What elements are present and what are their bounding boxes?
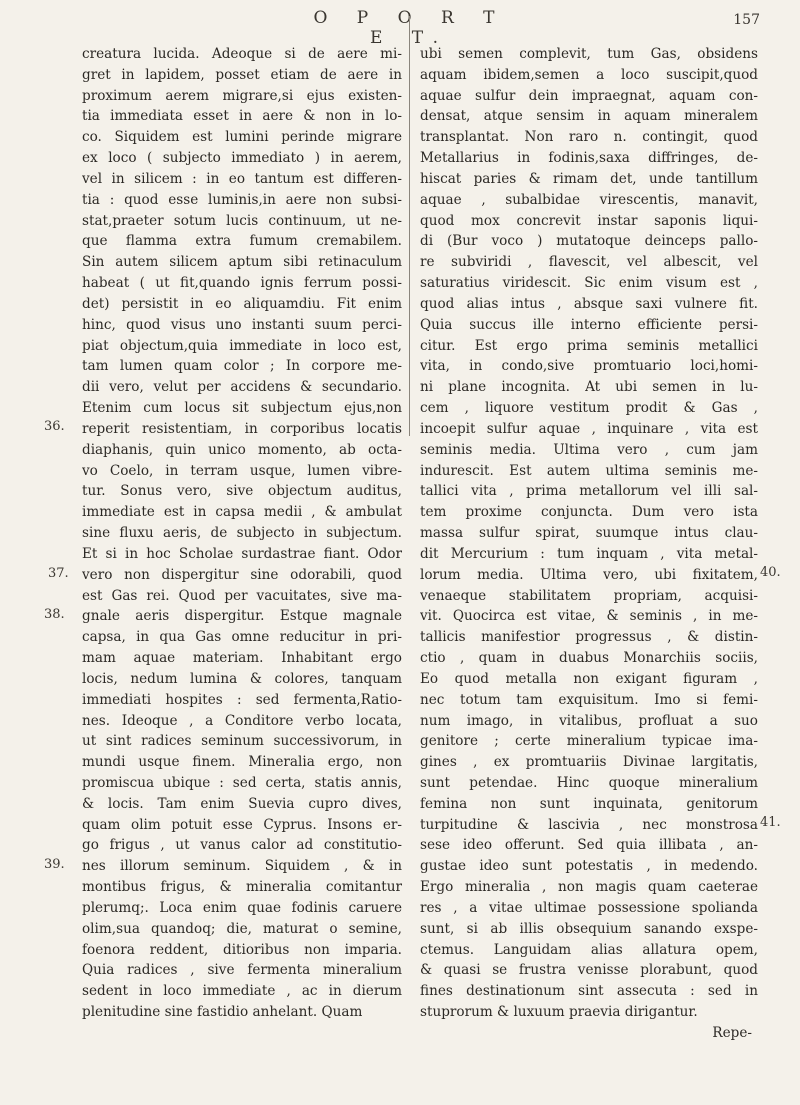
right_column-line: vita, in condo,sive promtuario loci,homi-	[420, 358, 758, 375]
right_column-line: res , a vitae ultimae possessione spolianda	[420, 899, 758, 916]
right_column-line: aquae , subalbidae virescentis, manavit,	[420, 191, 758, 208]
left_column-line: gnale aeris dispergitur. Estque magnale	[82, 608, 402, 625]
right_column-line: fines destinationum sint assecuta : sed in	[420, 983, 758, 1000]
column-divider	[409, 16, 410, 436]
margin-note-37: 37.	[48, 566, 69, 581]
right_column-line: seminis media. Ultima vero , cum jam	[420, 441, 758, 458]
right_column-line: citur. Est ergo prima seminis metallici	[420, 337, 758, 354]
page-header	[0, 0, 800, 48]
left-text-column	[82, 44, 402, 1023]
right_column-line: sese ideo offerunt. Sed quia illibata , an-	[420, 837, 758, 854]
right-text-column	[420, 44, 758, 1044]
left_column-line: locis, nedum lumina & colores, tanquam	[82, 670, 402, 687]
left_column-line: Sin autem silicem aptum sibi retinaculum	[82, 254, 402, 271]
left_column-line: tia : quod esse luminis,in aere non subsi-	[82, 191, 402, 208]
right_column-line: aquae sulfur dein impraegnat, aquam con-	[420, 87, 758, 104]
left_column-line: foenora reddent, ditioribus non imparia.	[82, 941, 402, 958]
right_column-line: hiscat paries & rimam det, unde tantillum	[420, 170, 758, 187]
margin-note-40: 40.	[760, 565, 781, 580]
right_column-line: lorum media. Ultima vero, ubi fixitatem,	[420, 566, 758, 583]
right_column-line: Quia succus ille interno efficiente persi-	[420, 316, 758, 333]
right_column-line: ctio , quam in duabus Monarchiis sociis,	[420, 650, 758, 667]
right_column-line: gines , ex promtuariis Divinae largitatis,	[420, 754, 758, 771]
left_column-line: stat,praeter sotum lucis continuum, ut ne-	[82, 212, 402, 229]
right_column-line: ni plane incognita. At ubi semen in lu-	[420, 379, 758, 396]
margin-note-39: 39.	[44, 857, 65, 872]
margin-note-41: 41.	[760, 815, 781, 830]
right_column-line: incoepit sulfur aquae , inquinare , vita est	[420, 420, 758, 437]
left_column-line: Et si in hoc Scholae surdastrae fiant. Odor	[82, 545, 402, 562]
left_column-line: capsa, in qua Gas omne reducitur in pri-	[82, 629, 402, 646]
right_column-line: massa sulfur spirat, suumque intus clau-	[420, 525, 758, 542]
left_column-line: co. Siquidem est lumini perinde migrare	[82, 129, 402, 146]
left_column-line: montibus frigus, & mineralia comitantur	[82, 879, 402, 896]
left_column-line: dii vero, velut per accidens & secundario.	[82, 379, 402, 396]
left_column-line: habeat ( ut fit,quando ignis ferrum possi-	[82, 275, 402, 292]
left_column-line: tur. Sonus vero, sive objectum auditus,	[82, 483, 402, 500]
right_column-line: gustae ideo sunt potestatis , in medendo.	[420, 858, 758, 875]
right_column-line: tem proxime conjuncta. Dum vero ista	[420, 504, 758, 521]
right_column-line: genitore ; certe mineralium typicae ima-	[420, 733, 758, 750]
margin-note-38: 38.	[44, 607, 65, 622]
left_column-line: est Gas rei. Quod per vacuitates, sive ma-	[82, 587, 402, 604]
left_column-line: olim,sua quandoq; die, maturat o semine,	[82, 920, 402, 937]
left_column-line: tam lumen quam color ; In corpore me-	[82, 358, 402, 375]
right_column-line: saturatius viridescit. Sic enim visum est ,	[420, 275, 758, 292]
left_column-line: proximum aerem migrare,si ejus existen-	[82, 87, 402, 104]
left_column-line: que flamma extra fumum cremabilem.	[82, 233, 402, 250]
left_column-line: creatura lucida. Adeoque si de aere mi-	[82, 46, 402, 62]
right_column-line: ubi semen complevit, tum Gas, obsidens	[420, 46, 758, 62]
right_column-line: Ergo mineralia , non magis quam caeterae	[420, 879, 758, 896]
left_column-line: det) persistit in eo aliquamdiu. Fit enim	[82, 295, 402, 312]
left_column-line: reperit resistentiam, in corporibus locatis	[82, 420, 402, 437]
running-title: O P O R T E T.	[313, 8, 507, 48]
right_column-line: Metallarius in fodinis,saxa diffringes, de-	[420, 150, 758, 167]
left_column-line: nes. Ideoque , a Conditore verbo locata,	[82, 712, 402, 729]
right_column-line: num imago, in vitalibus, profluat a suo	[420, 712, 758, 729]
left_column-line: vo Coelo, in terram usque, lumen vibre-	[82, 462, 402, 479]
right_column-line: di (Bur voco ) mutatoque deinceps pallo-	[420, 233, 758, 250]
right_column-line: & quasi se frustra venisse plorabunt, quod	[420, 962, 758, 979]
right_column-line: dit Mercurium : tum inquam , vita metal-	[420, 545, 758, 562]
right_column-line: re subviridi , flavescit, vel albescit, vel	[420, 254, 758, 271]
right_column-line: ctemus. Languidam alias allatura opem,	[420, 941, 758, 958]
left_column-line: plerumq;. Loca enim quae fodinis caruere	[82, 899, 402, 916]
left_column-line: nes illorum seminum. Siquidem , & in	[82, 858, 402, 875]
right_column-line: vit. Quocirca est vitae, & seminis , in me-	[420, 608, 758, 625]
left_column-line: Quia radices , sive fermenta mineralium	[82, 962, 402, 979]
left_column-line: plenitudine sine fastidio anhelant. Quam	[82, 1004, 363, 1021]
left_column-line: diaphanis, quin unico momento, ab octa-	[82, 441, 402, 458]
right_column-line: venaeque stabilitatem propriam, acquisi-	[420, 587, 758, 604]
catchword: Repe-	[712, 1024, 752, 1041]
left_column-line: & locis. Tam enim Suevia cupro dives,	[82, 795, 402, 812]
left_column-line: mundi usque finem. Mineralia ergo, non	[82, 754, 402, 771]
left_column-line: go frigus , ut vanus calor ad constitutio-	[82, 837, 402, 854]
right_column-line: quod alias intus , absque saxi vulnere fit.	[420, 295, 758, 312]
right_column-line: aquam ibidem,semen a loco suscipit,quod	[420, 66, 758, 83]
right_column-line: turpitudine & lascivia , nec monstrosa	[420, 816, 758, 833]
left_column-line: ut sint radices seminum successivorum, in	[82, 733, 402, 750]
left_column-line: ex loco ( subjecto immediato ) in aerem,	[82, 150, 402, 167]
right_column-line: tallici vita , prima metallorum vel illi sal-	[420, 483, 758, 500]
margin-note-36: 36.	[44, 419, 65, 434]
right_column-line: densat, atque sensim in aquam mineralem	[420, 108, 758, 125]
left_column-line: mam aquae materiam. Inhabitant ergo	[82, 650, 402, 667]
left_column-line: vero non dispergitur sine odorabili, quod	[82, 566, 402, 583]
right_column-line: nec totum tam exquisitum. Imo si femi-	[420, 691, 758, 708]
right_column-line: femina non sunt inquinata, genitorum	[420, 795, 758, 812]
left_column-line: quam olim potuit esse Cyprus. Insons er-	[82, 816, 402, 833]
right_column-line: Eo quod metalla non exigant figuram ,	[420, 670, 758, 687]
page-number: 157	[733, 12, 760, 28]
left_column-line: tia immediata esset in aere & non in lo-	[82, 108, 402, 125]
left_column-line: Etenim cum locus sit subjectum ejus,non	[82, 400, 402, 417]
left_column-line: sine fluxu aeris, de subjecto in subjectum.	[82, 525, 402, 542]
right_column-line: indurescit. Est autem ultima seminis me-	[420, 462, 758, 479]
left_column-line: hinc, quod visus uno instanti suum perci-	[82, 316, 402, 333]
left_column-line: immediate est in capsa medii , & ambulat	[82, 504, 402, 521]
right_column-line: cem , liquore vestitum prodit & Gas ,	[420, 400, 758, 417]
right_column-line: sunt petendae. Hinc quoque mineralium	[420, 774, 758, 791]
right_column-line: quod mox concrevit instar saponis liqui-	[420, 212, 758, 229]
left_column-line: piat objectum,quia immediate in loco est,	[82, 337, 402, 354]
right_column-line: transplantat. Non raro n. contingit, quod	[420, 129, 758, 146]
left_column-line: vel in silicem : in eo tantum est differen-	[82, 170, 402, 187]
right_column-line: stuprorum & luxuum praevia dirigantur.	[420, 1004, 698, 1021]
left_column-line: promiscua ubique : sed certa, statis annis,	[82, 774, 402, 791]
left_column-line: sedent in loco immediate , ac in dierum	[82, 983, 402, 1000]
right_column-line: sunt, si ab illis obsequium sanando exspe-	[420, 920, 758, 937]
left_column-line: immediati hospites : sed fermenta,Ratio-	[82, 691, 402, 708]
right_column-line: tallicis manifestior progressus , & distin-	[420, 629, 758, 646]
left_column-line: gret in lapidem, posset etiam de aere in	[82, 66, 402, 83]
